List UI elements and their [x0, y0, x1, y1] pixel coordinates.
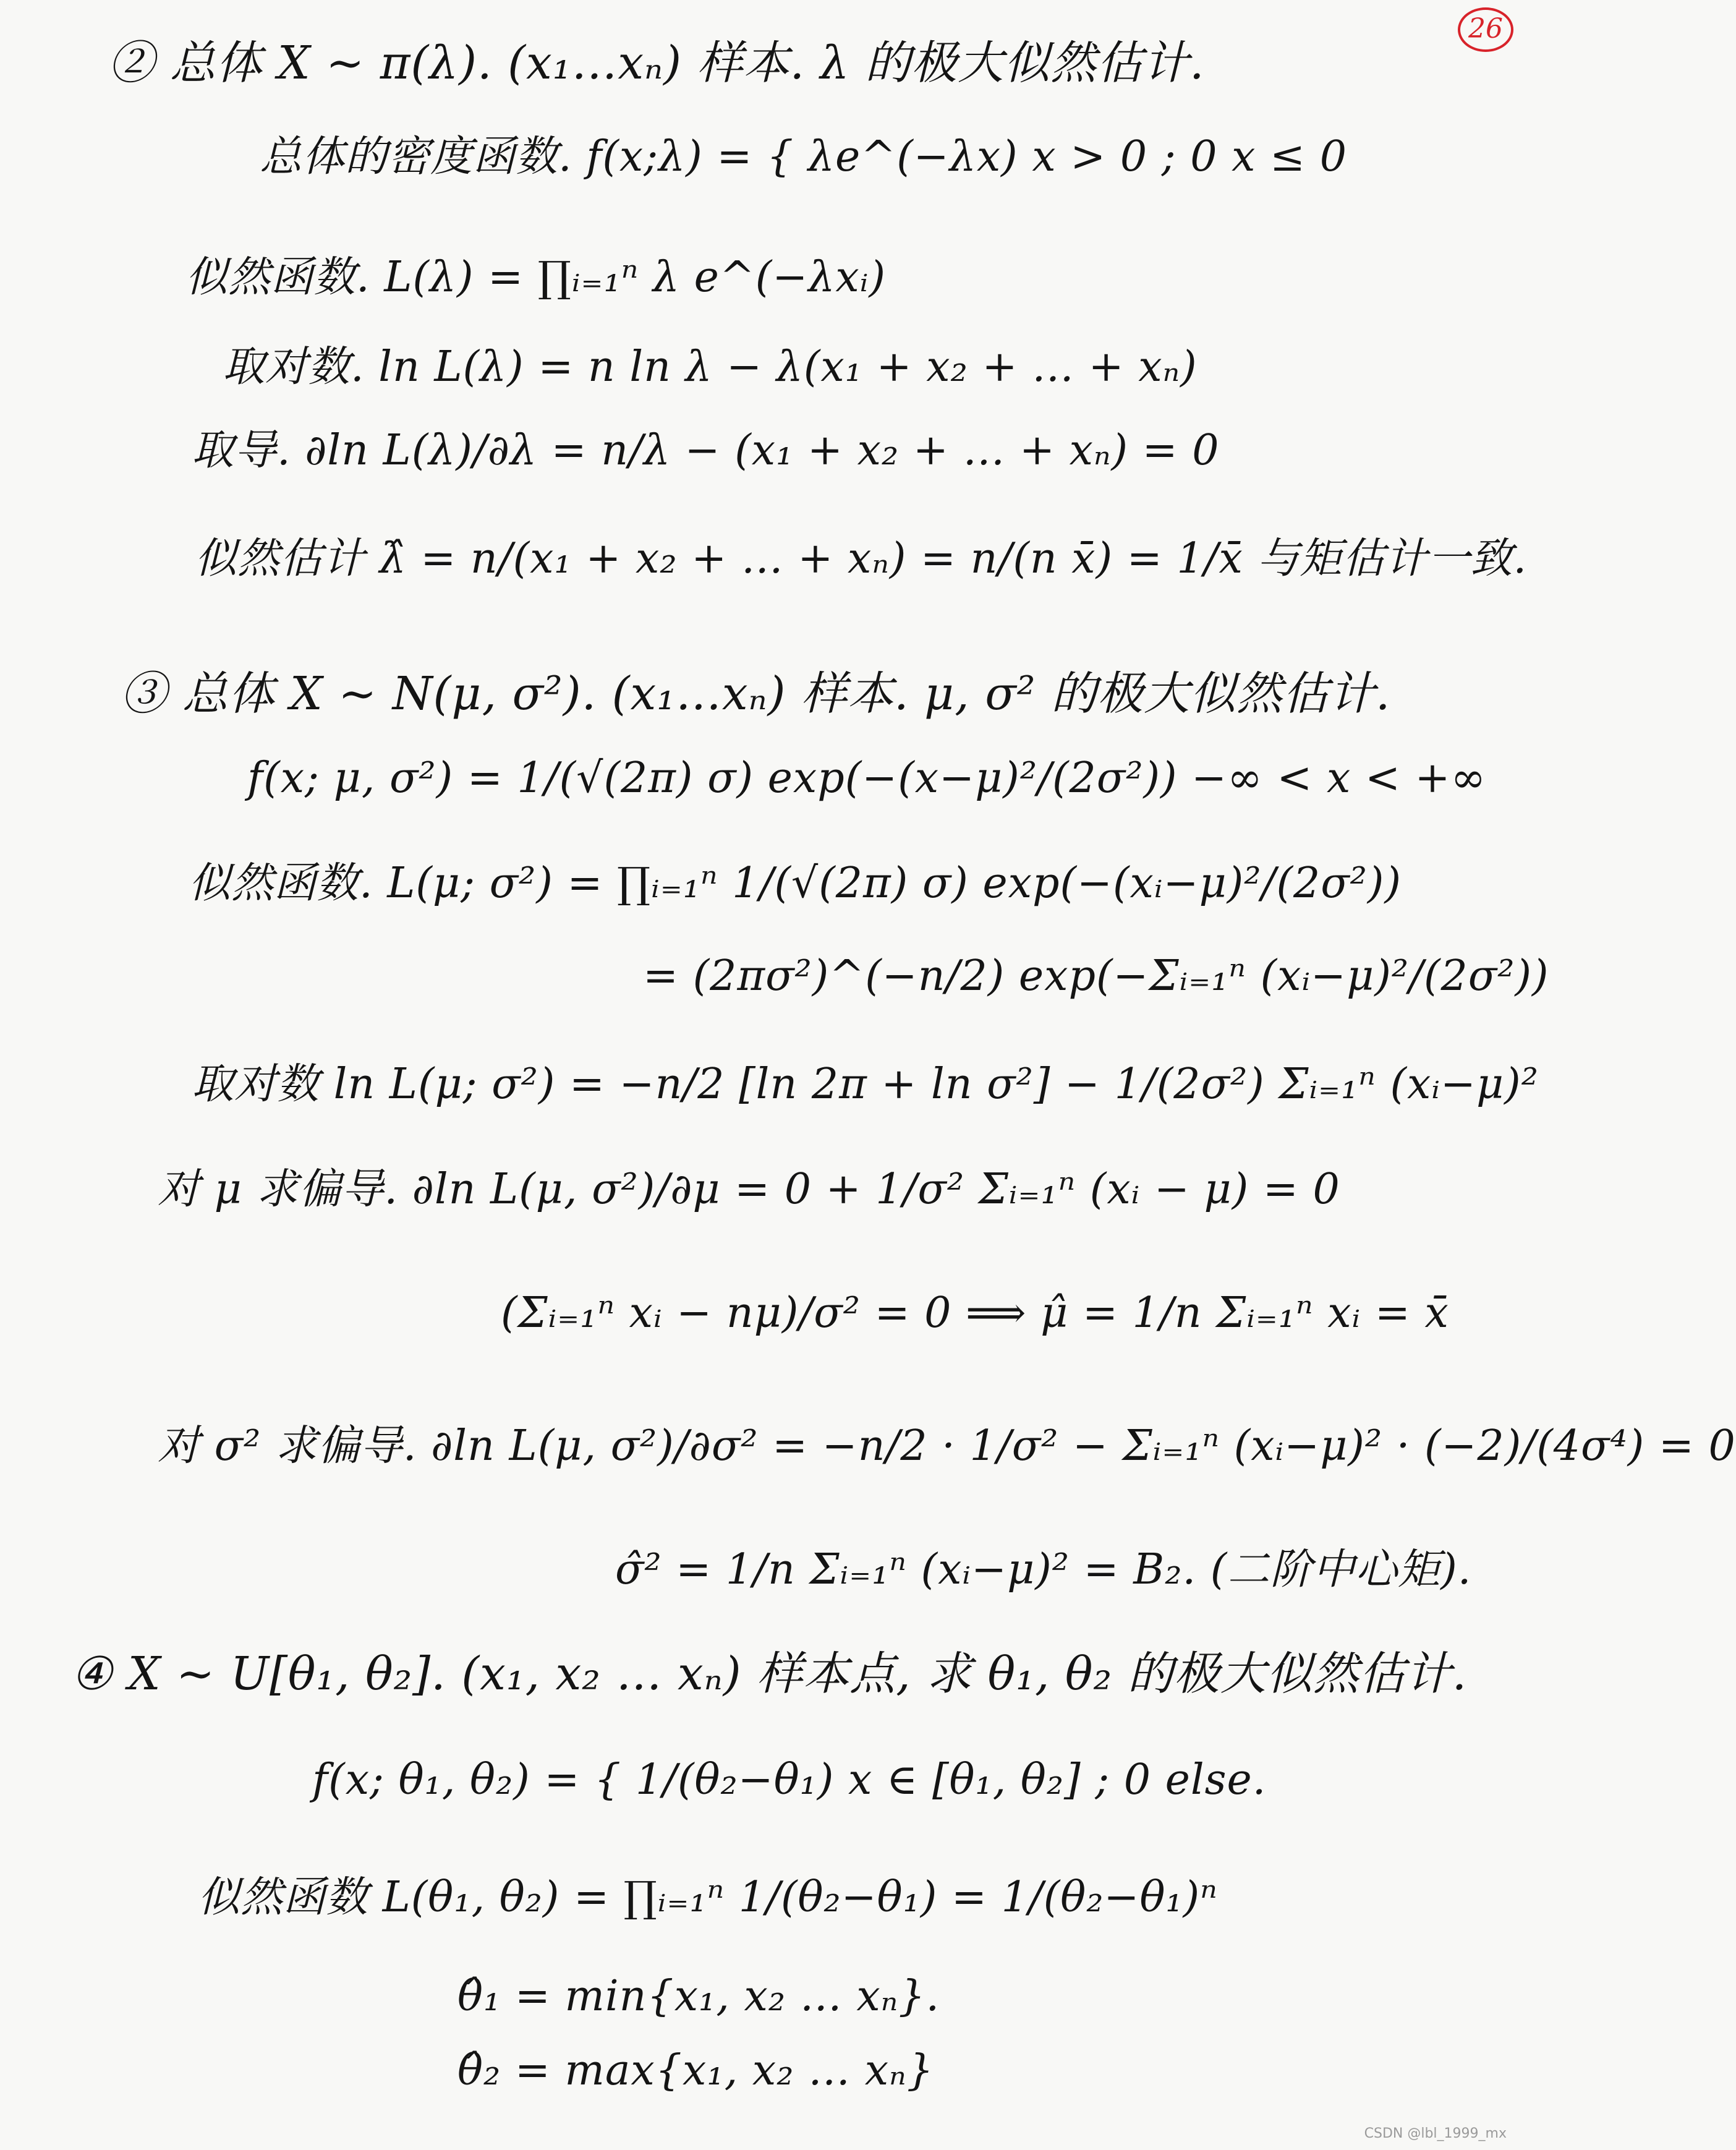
watermark: CSDN @lbl_1999_mx [1364, 2126, 1507, 2141]
derivative-exponential: 取导. ∂ln L(λ)/∂λ = n/λ − (x₁ + x₂ + … + xₙ) = 0 [192, 426, 1220, 475]
sigma-estimate-normal: σ̂² = 1/n Σᵢ₌₁ⁿ (xᵢ−μ)² = B₂. (二阶中心矩). [615, 1545, 1472, 1594]
density-exponential: 总体的密度函数. f(x;λ) = { λe^(−λx) x > 0 ; 0 x ≤ 0 [260, 132, 1347, 181]
likelihood-uniform: 似然函数 L(θ₁, θ₂) = ∏ᵢ₌₁ⁿ 1/(θ₂−θ₁) = 1/(θ₂−θ₁)ⁿ [198, 1873, 1218, 1922]
heading-normal: ③ 总体 X ~ N(μ, σ²). (x₁…xₙ) 样本. μ, σ² 的极大似然估计. [121, 667, 1391, 720]
likelihood-exponential: 似然函数. L(λ) = ∏ᵢ₌₁ⁿ λ e^(−λxᵢ) [185, 253, 886, 302]
likelihood-normal-expanded: = (2πσ²)^(−n/2) exp(−Σᵢ₌₁ⁿ (xᵢ−μ)²/(2σ²)) [643, 952, 1549, 1000]
density-normal: f(x; μ, σ²) = 1/(√(2π) σ) exp(−(x−μ)²/(2σ²)) −∞ < x < +∞ [247, 754, 1487, 803]
theta1-estimate: θ̂₁ = min{x₁, x₂ … xₙ}. [457, 1972, 940, 2021]
estimate-exponential: 似然估计 λ̂ = n/(x₁ + x₂ + … + xₙ) = n/(n x̄) = 1/x̄ 与矩估计一致. [195, 534, 1528, 583]
page-number: 26 [1458, 7, 1513, 52]
theta2-estimate: θ̂₂ = max{x₁, x₂ … xₙ} [457, 2046, 934, 2095]
partial-sigma-normal: 对 σ² 求偏导. ∂ln L(μ, σ²)/∂σ² = −n/2 · 1/σ² − Σᵢ₌₁ⁿ (xᵢ−μ)² · (−2)/(4σ⁴) = 0 [158, 1422, 1736, 1470]
log-likelihood-exponential: 取对数. ln L(λ) = n ln λ − λ(x₁ + x₂ + … + xₙ) [223, 343, 1198, 391]
likelihood-normal: 似然函数. L(μ; σ²) = ∏ᵢ₌₁ⁿ 1/(√(2π) σ) exp(−(xᵢ−μ)²/(2σ²)) [189, 859, 1402, 908]
mu-estimate-normal: (Σᵢ₌₁ⁿ xᵢ − nμ)/σ² = 0 ⟹ μ̂ = 1/n Σᵢ₌₁ⁿ xᵢ = x̄ [501, 1289, 1449, 1337]
heading-exponential: ② 总体 X ~ π(λ). (x₁…xₙ) 样本. λ 的极大似然估计. [108, 36, 1205, 90]
log-likelihood-normal: 取对数 ln L(μ; σ²) = −n/2 [ln 2π + ln σ²] − 1/(2σ²) Σᵢ₌₁ⁿ (xᵢ−μ)² [192, 1060, 1539, 1109]
heading-uniform: ④ X ~ U[θ₁, θ₂]. (x₁, x₂ … xₙ) 样本点, 求 θ₁, θ₂ 的极大似然估计. [71, 1647, 1468, 1700]
partial-mu-normal: 对 μ 求偏导. ∂ln L(μ, σ²)/∂μ = 0 + 1/σ² Σᵢ₌₁ⁿ (xᵢ − μ) = 0 [158, 1165, 1340, 1214]
density-uniform: f(x; θ₁, θ₂) = { 1/(θ₂−θ₁) x ∈ [θ₁, θ₂] ; 0 else. [312, 1755, 1267, 1804]
